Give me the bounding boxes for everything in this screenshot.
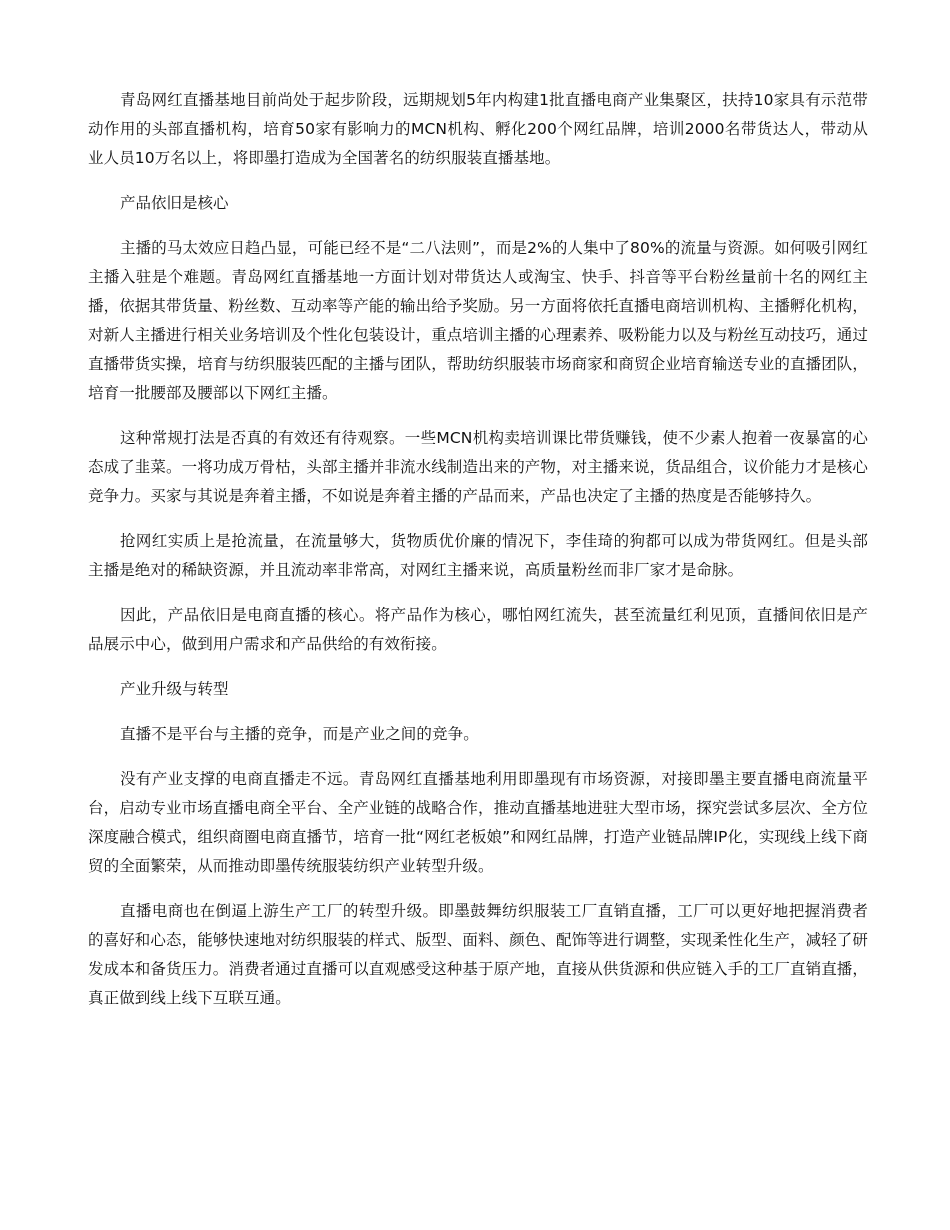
paragraph-8: 直播电商也在倒逼上游生产工厂的转型升级。即墨鼓舞纺织服装工厂直销直播，工厂可以更好地把握消费者的喜好和心态，能够快速地对纺织服装的样式、版型、面料、颜色、配饰等进行调整，实现柔性化生产，减轻了研发成本和备货压力。消费者通过直播可以直观感受这种基于原产地，直接从供货源和供应链入手的工厂直销直播，真正做到线上线下互联互通。 — [88, 902, 869, 1007]
section-heading-product-core: 产品依旧是核心 — [120, 194, 229, 212]
paragraph-2: 主播的马太效应日趋凸显，可能已经不是“二八法则”，而是2%的人集中了80%的流量与资源。如何吸引网红主播入驻是个难题。青岛网红直播基地一方面计划对带货达人或淘宝、快手、抖音等平台粉丝量前十名的网红主播，依据其带货量、粉丝数、互动率等产能的输出给予奖励。另一方面将依托直播电商培训机构、主播孵化机构，对新人主播进行相关业务培训及个性化包装设计，重点培训主播的心理素养、吸粉能力以及与粉丝互动技巧，通过直播带货实操，培育与纺织服装匹配的主播与团队，帮助纺织服装市场商家和商贸企业培育输送专业的直播团队，培育一批腰部及腰部以下网红主播。 — [88, 239, 869, 402]
document-body — [88, 86, 868, 1029]
paragraph-3: 这种常规打法是否真的有效还有待观察。一些MCN机构卖培训课比带货赚钱，使不少素人抱着一夜暴富的心态成了韭菜。一将功成万骨枯，头部主播并非流水线制造出来的产物，对主播来说，货品组合，议价能力才是核心竞争力。买家与其说是奔着主播，不如说是奔着主播的产品而来，产品也决定了主播的热度是否能够持久。 — [88, 429, 869, 505]
paragraph-6: 直播不是平台与主播的竞争，而是产业之间的竞争。 — [120, 725, 479, 743]
paragraph-7: 没有产业支撑的电商直播走不远。青岛网红直播基地利用即墨现有市场资源，对接即墨主要直播电商流量平台，启动专业市场直播电商全平台、全产业链的战略合作，推动直播基地进驻大型市场，探究尝试多层次、全方位深度融合模式，组织商圈电商直播节，培育一批“网红老板娘”和网红品牌，打造产业链品牌IP化，实现线上线下商贸的全面繁荣，从而推动即墨传统服装纺织产业转型升级。 — [88, 770, 869, 875]
paragraph-4: 抢网红实质上是抢流量，在流量够大，货物质优价廉的情况下，李佳琦的狗都可以成为带货网红。但是头部主播是绝对的稀缺资源，并且流动率非常高，对网红主播来说，高质量粉丝而非厂家才是命脉。 — [88, 532, 868, 579]
paragraph-5: 因此，产品依旧是电商直播的核心。将产品作为核心，哪怕网红流失，甚至流量红利见顶，直播间依旧是产品展示中心，做到用户需求和产品供给的有效衔接。 — [88, 606, 868, 653]
paragraph-1: 青岛网红直播基地目前尚处于起步阶段，远期规划5年内构建1批直播电商产业集聚区，扶持10家具有示范带动作用的头部直播机构，培育50家有影响力的MCN机构、孵化200个网红品牌，培训2000名带货达人，带动从业人员10万名以上，将即墨打造成为全国著名的纺织服装直播基地。 — [88, 91, 868, 167]
section-heading-industry-upgrade: 产业升级与转型 — [120, 680, 229, 698]
